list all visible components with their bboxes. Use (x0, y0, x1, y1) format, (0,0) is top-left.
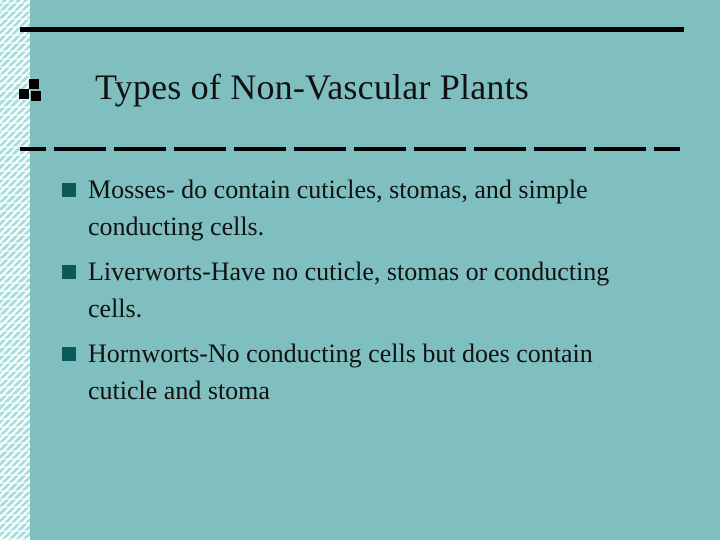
bullet-text: Mosses- do contain cuticles, stomas, and simple conducting cells. (88, 175, 588, 241)
bullet-item (56, 253, 656, 327)
square-bullet-icon (62, 347, 76, 361)
square-bullet-icon (62, 265, 76, 279)
bullet-text: Liverworts-Have no cuticle, stomas or conducting cells. (88, 257, 610, 323)
slide-title: Types of Non-Vascular Plants (95, 67, 529, 107)
bullet-text: Hornworts-No conducting cells but does contain cuticle and stoma (88, 339, 593, 405)
dashed-divider (20, 147, 680, 151)
bullet-list (56, 171, 656, 417)
checkered-square-icon (19, 79, 41, 101)
bullet-item (56, 335, 656, 409)
square-bullet-icon (62, 183, 76, 197)
top-rule (20, 27, 684, 32)
bullet-item (56, 171, 656, 245)
